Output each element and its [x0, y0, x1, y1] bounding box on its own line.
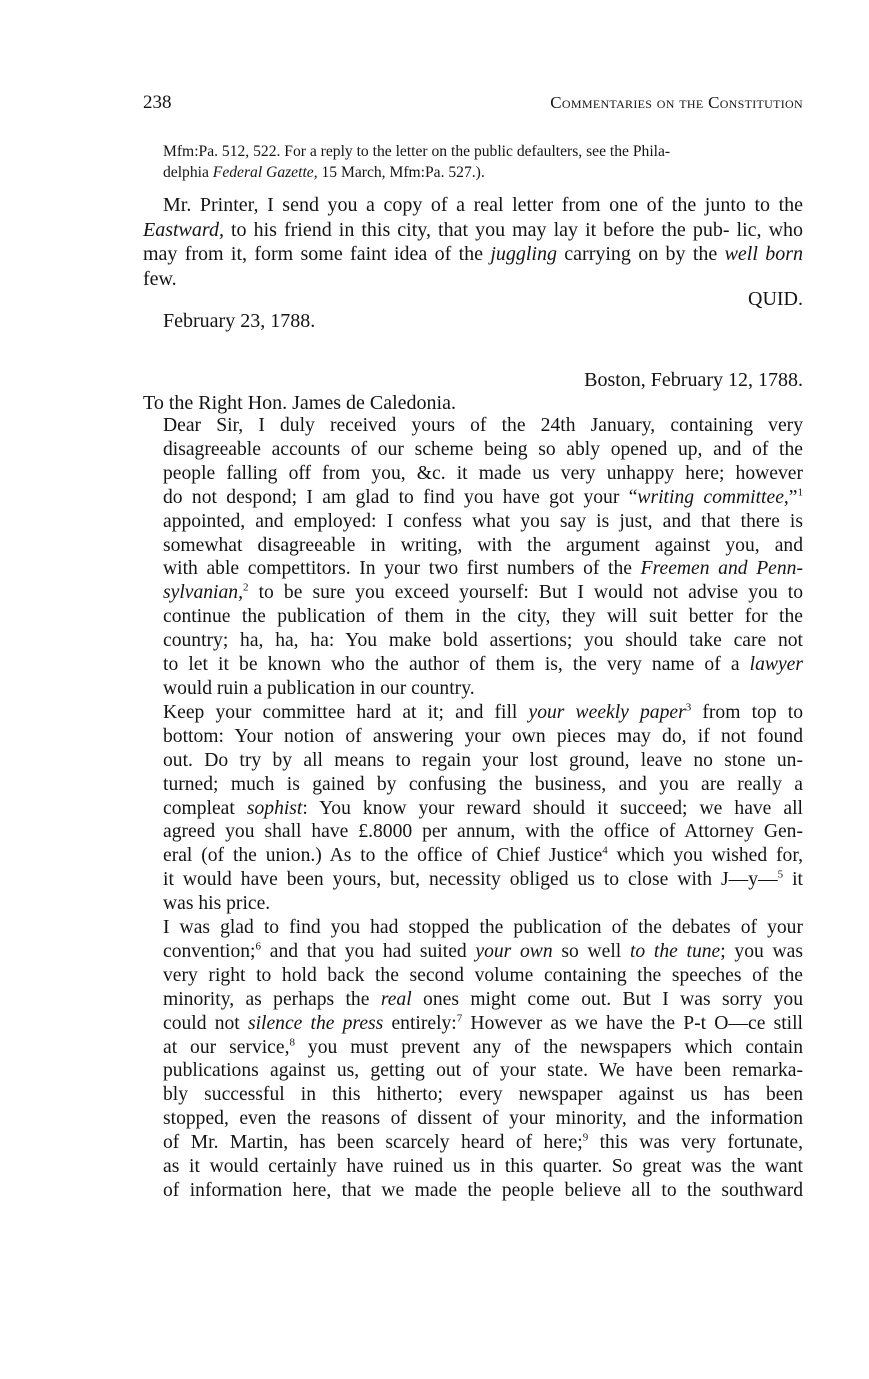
intro-line: lic, who may from it, form some faint idea of the	[143, 218, 804, 265]
letter-paragraph	[143, 701, 803, 916]
text-run: do not despond; I am glad to find you have got your “	[163, 486, 638, 508]
text-run: eral (of the union.) As to the office of Chief Justice	[163, 845, 603, 867]
text-line: would ruin a publication in our country.	[163, 677, 475, 699]
text-line	[143, 940, 803, 964]
text-line	[143, 868, 803, 892]
text-line: I was glad to find you had stopped the publication of the debates of your	[163, 917, 803, 939]
footnote-ref: 5	[777, 868, 784, 881]
text-run: it would have been yours, but, necessity obliged us to close with J—y—	[163, 869, 778, 891]
text-line: bottom: Your notion of answering your own pieces may do, if not found	[163, 725, 803, 747]
text-line: was his price.	[163, 893, 271, 915]
intro-italic: Eastward,	[143, 218, 224, 241]
text-run: compleat	[163, 797, 247, 819]
text-run: to be sure you exceed yourself: But I would not advise you to	[248, 582, 803, 604]
text-run: at our service,	[163, 1036, 290, 1058]
italic-run: Freemen and Penn-	[640, 558, 803, 580]
text-run: could not	[163, 1012, 248, 1034]
page-number: 238	[143, 92, 172, 113]
text-run: so well	[552, 940, 630, 962]
text-run: of Mr. Martin, has been scarcely heard of here;	[163, 1132, 583, 1154]
text-run: from top to	[691, 701, 804, 723]
text-line	[143, 1131, 803, 1155]
text-line	[143, 1036, 803, 1060]
footnote-ref: 7	[456, 1012, 463, 1025]
footnote-italic: Federal Gazette,	[212, 164, 318, 181]
text-line: of information here, that we made the people believe all to the southward	[163, 1180, 803, 1201]
intro-italic: juggling	[490, 243, 557, 265]
letter-body	[143, 414, 803, 1203]
footnote-ref: 9	[582, 1131, 589, 1144]
text-line: as it would certainly have ruined us in this quarter. So great was the want	[163, 1156, 803, 1178]
footnote-ref: 4	[602, 844, 608, 857]
italic-run: your weekly paper	[528, 701, 686, 723]
italic-run: to the tune	[629, 940, 721, 962]
text-line: Dear Sir, I duly received yours of the 24th January, containing very	[163, 415, 803, 436]
text-line	[143, 797, 803, 821]
italic-run: real	[380, 988, 412, 1010]
text-line	[143, 557, 803, 581]
text-run: However as we have the P-t O—ce still	[462, 1012, 803, 1034]
letter-paragraph	[143, 916, 803, 1203]
intro-date: February 23, 1788.	[163, 310, 316, 332]
text-line	[143, 653, 803, 677]
text-line: continue the publication of them in the city, they will suit better for the	[163, 606, 803, 628]
italic-run: sophist	[246, 797, 303, 819]
text-run: minority, as perhaps the	[163, 988, 381, 1010]
text-line	[143, 486, 803, 510]
text-line: bly successful in this hitherto; every newspaper against us has been	[163, 1084, 803, 1106]
text-run: this was very fortunate,	[588, 1132, 803, 1154]
page-header	[143, 92, 803, 118]
italic-run: silence the press	[247, 1012, 384, 1034]
signature: QUID.	[748, 288, 803, 310]
text-run: entirely:	[383, 1012, 457, 1034]
text-line: out. Do try by all means to regain your lost ground, leave no stone un-	[163, 749, 803, 771]
text-line	[143, 581, 803, 605]
text-line: agreed you shall have £.8000 per annum, with the office of Attorney Gen-	[163, 821, 803, 843]
text-line	[143, 988, 803, 1012]
footnote-ref: 1	[797, 486, 803, 499]
text-run: with able compettitors. In your two first numbers of the	[163, 558, 641, 580]
text-run: you must prevent any of the newspapers which contain	[294, 1036, 803, 1058]
text-line: publications against us, getting out of your state. We have been remarka-	[163, 1060, 803, 1082]
footnote-line: Mfm:Pa. 512, 522. For a reply to the letter on the public defaulters, see the Phila-	[163, 143, 671, 160]
italic-run: sylvanian,	[163, 582, 243, 604]
letter-addressee: To the Right Hon. James de Caledonia.	[143, 392, 456, 414]
text-line: very right to hold back the second volume containing the speeches of the	[163, 964, 803, 986]
text-line: turned; much is gained by confusing the business, and you are really a	[163, 773, 803, 795]
text-line	[143, 701, 803, 725]
text-line	[143, 1012, 803, 1036]
intro-line: to his friend in this city, that you may lay it before the pub-	[223, 218, 730, 241]
text-line: country; ha, ha, ha: You make bold assertions; you should take care not	[163, 630, 803, 652]
footnote-continuation	[163, 141, 803, 183]
text-line	[143, 844, 803, 868]
text-run: ones might come out. But I was sorry you	[411, 988, 803, 1010]
footnote-line: 15 March, Mfm:Pa. 527.).	[317, 164, 485, 181]
text-run: to let it be known who the author of them is, the very name of a	[163, 654, 750, 676]
text-run: convention;	[163, 940, 256, 962]
footnote-ref: 6	[255, 940, 262, 953]
intro-line: the	[778, 194, 804, 216]
text-run: ; you was	[720, 940, 803, 962]
footnote-ref: 8	[289, 1036, 295, 1049]
footnote-line: delphia	[163, 164, 213, 181]
text-run: : You know your reward should it succeed; we have all	[302, 797, 803, 819]
text-line: stopped, even the reasons of dissent of your minority, and the information	[163, 1108, 803, 1130]
italic-run: your own	[475, 940, 553, 962]
text-run: ”	[788, 486, 798, 508]
italic-run: writing committee,	[637, 486, 789, 508]
text-line: disagreeable accounts of our scheme being so ably opened up, and of the	[163, 438, 803, 460]
intro-italic: well born	[724, 243, 804, 265]
text-run: Keep your committee hard at it; and fill	[163, 701, 529, 723]
running-head: Commentaries on the Constitution	[550, 93, 803, 112]
letter-dateline: Boston, February 12, 1788.	[584, 369, 803, 391]
text-run: it	[783, 869, 803, 891]
italic-run: lawyer	[749, 654, 803, 676]
intro-line: carrying on by	[556, 243, 686, 265]
intro-line: Mr. Printer, I send you a copy of a real letter from one of the junto to	[163, 194, 771, 216]
intro-line: few.	[143, 267, 177, 290]
text-line: somewhat disagreeable in writing, with the argument against you, and	[163, 534, 803, 556]
text-line: people falling off from you, &c. it made us very unhappy here; however	[163, 462, 803, 484]
letter-paragraph	[143, 414, 803, 701]
printer-intro	[143, 193, 803, 291]
footnote-ref: 2	[243, 581, 249, 594]
footnote-ref: 3	[685, 701, 692, 714]
text-run: and that you had suited	[261, 940, 476, 962]
text-run: which you wished for,	[607, 845, 803, 867]
intro-line: the	[692, 243, 725, 265]
text-line: appointed, and employed: I confess what you say is just, and that there is	[163, 510, 803, 532]
